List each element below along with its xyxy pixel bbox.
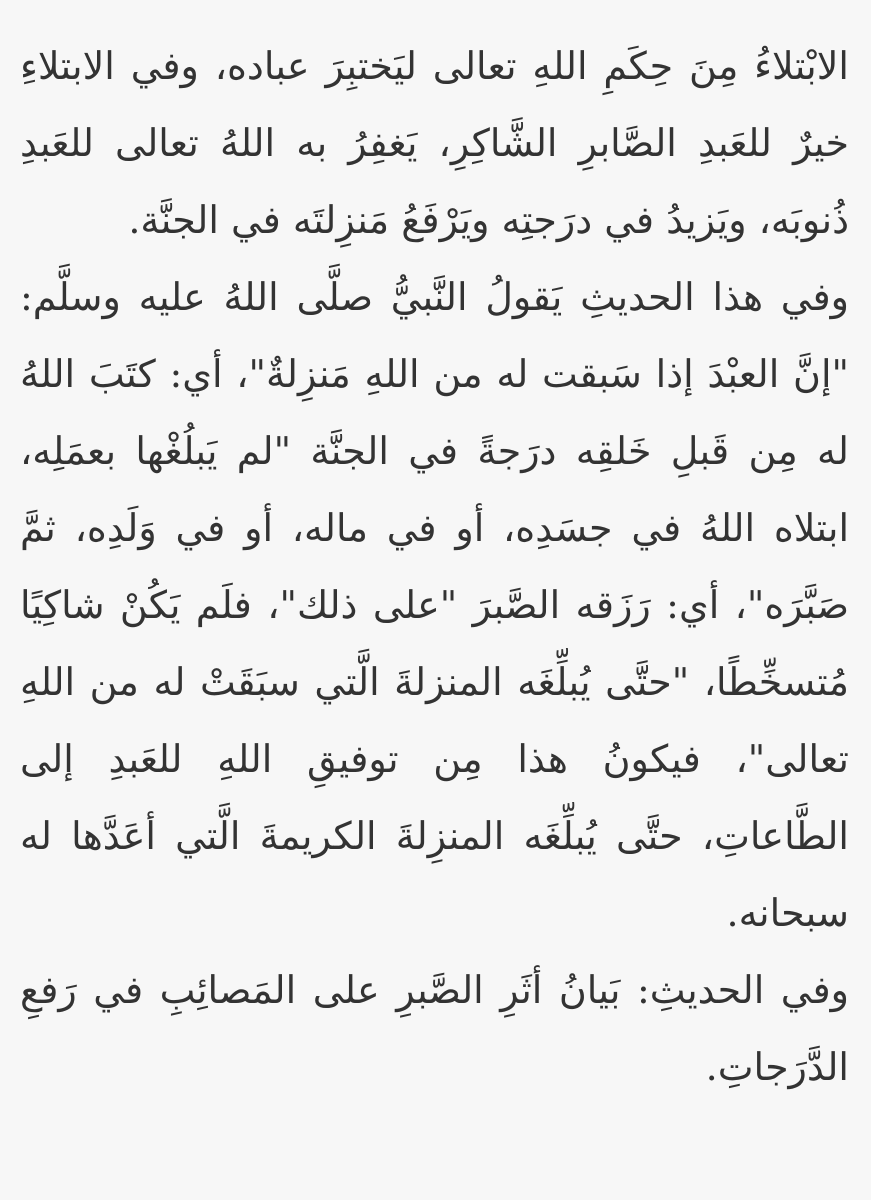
paragraph-hadith-text: وفي هذا الحديثِ يَقولُ النَّبيُّ صلَّى اللهُ عليه وسلَّم: "إنَّ العبْدَ إذا سَبقت له من اللهِ مَنزِلةٌ"، أي: كتَبَ اللهُ له مِن قَبلِ خَلقِه درَجةً في الجنَّة "لم يَبلُغْها بعمَلِه، ابتلاه اللهُ في جسَدِه، أو في ماله، أو في وَلَدِه، ثمَّ صَبَّرَه"، أي: رَزَقه الصَّبرَ "على ذلك"، فلَم يَكُنْ شاكِيًا مُتسخِّطًا، "حتَّى يُبلِّغَه المنزلةَ الَّتي سبَقَتْ له من اللهِ تعالى"، فيكونُ هذا مِن توفيقِ اللهِ للعَبدِ إلى الطَّاعاتِ، حتَّى يُبلِّغَه المنزِلةَ الكريمةَ الَّتي أعَدَّها له سبحانه. [20,275,849,935]
paragraph-hadith-lesson: وفي الحديثِ: بَيانُ أثَرِ الصَّبرِ على المَصائِبِ في رَفعِ الدَّرَجاتِ. [20,968,849,1089]
paragraph-trial-wisdom: الابْتلاءُ مِنَ حِكَمِ اللهِ تعالى ليَختبِرَ عباده، وفي الابتلاءِ خيرٌ للعَبدِ الصَّابرِ الشَّاكِرِ، يَغفِرُ به اللهُ تعالى للعَبدِ ذُنوبَه، ويَزيدُ في درَجتِه ويَرْفَعُ مَنزِلتَه في الجنَّة. [20,44,849,242]
